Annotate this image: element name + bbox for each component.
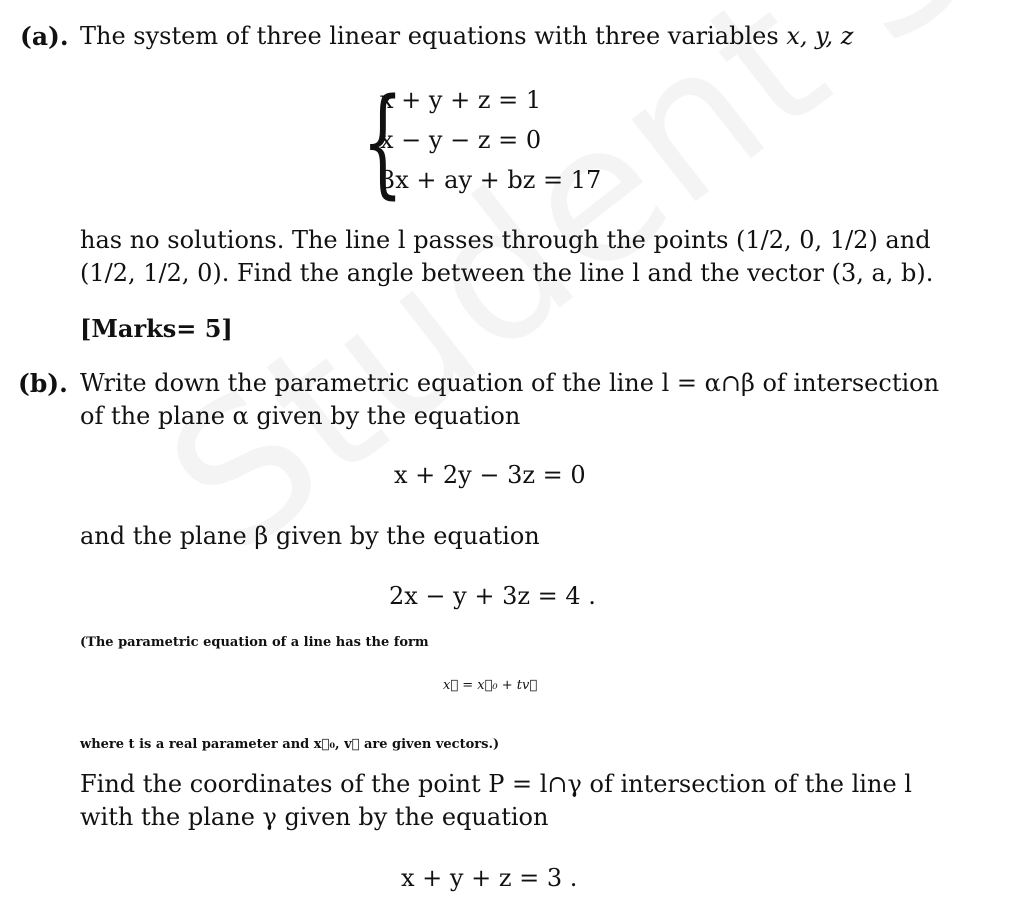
part-b-line-4: Find the coordinates of the point P = l∩γ of intersection of the line l (80, 770, 912, 798)
part-a-intro-vars: x, y, z (786, 22, 854, 50)
note-line-1: (The parametric equation of a line has the form (80, 635, 429, 650)
part-a-intro-text: The system of three linear equations with three variables (80, 22, 779, 50)
system-brace: { (362, 72, 404, 210)
equation-gamma: x + y + z = 3 . (401, 864, 578, 892)
equation-alpha: x + 2y − 3z = 0 (394, 461, 586, 489)
system-eq-1: x + y + z = 1 (380, 86, 542, 114)
part-a-label: (a). (20, 22, 69, 51)
part-a-line-2: (1/2, 1/2, 0). Find the angle between the line l and the vector (3, a, b). (80, 259, 934, 287)
watermark (130, 0, 1024, 594)
part-b-line-2: of the plane α given by the equation (80, 402, 521, 430)
part-a-intro (80, 22, 853, 50)
note-line-2: where t is a real parameter and x⃗₀, v⃗ are given vectors.) (80, 737, 500, 752)
part-a-line-1: has no solutions. The line l passes through the points (1/2, 0, 1/2) and (80, 226, 931, 254)
part-b-line-1: Write down the parametric equation of the line l = α∩β of intersection (80, 369, 940, 397)
part-b-line-3: and the plane β given by the equation (80, 522, 540, 550)
part-a-marks: [Marks= 5] (80, 314, 233, 343)
part-b-line-5: with the plane γ given by the equation (80, 803, 549, 831)
note-equation: x⃗ = x⃗₀ + tv⃗ (443, 678, 538, 693)
system-eq-2: x − y − z = 0 (380, 126, 542, 154)
system-eq-3: 3x + ay + bz = 17 (380, 166, 602, 194)
equation-beta: 2x − y + 3z = 4 . (389, 582, 596, 610)
part-b-label: (b). (18, 369, 68, 398)
